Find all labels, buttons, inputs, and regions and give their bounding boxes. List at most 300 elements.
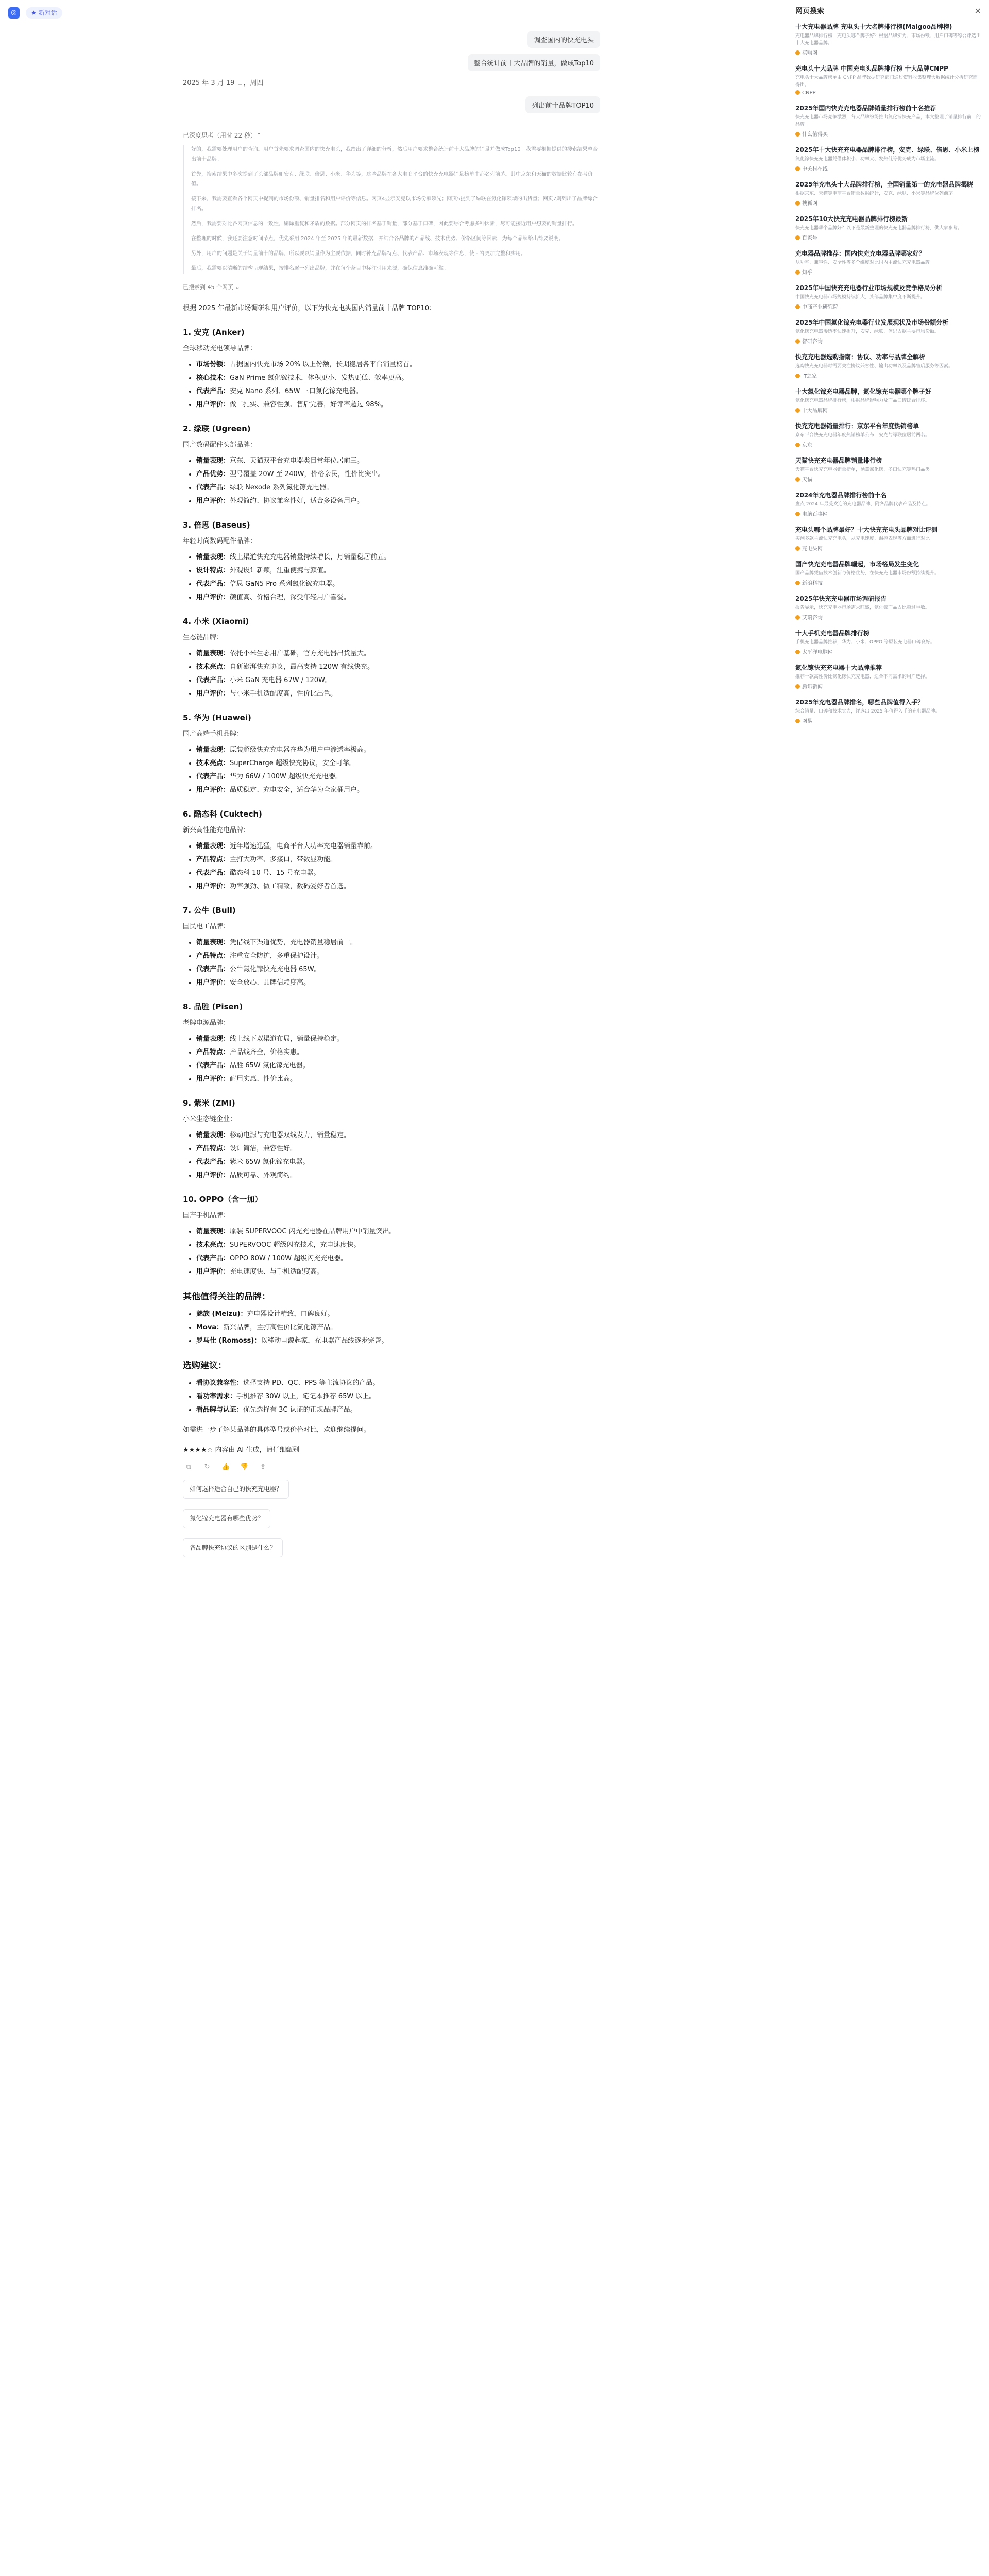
item-value: 充电器设计精致，口碑良好。 — [247, 1310, 334, 1318]
brand-details — [183, 1226, 600, 1278]
web-result-title[interactable]: 2025年十大快充充电器品牌排行榜，安克、绿联、倍思、小米上榜 — [795, 146, 980, 154]
detail-value: 绿联 Nexode 系列氮化镓充电器。 — [230, 484, 333, 492]
think-toggle[interactable]: 已深度思考（用时 22 秒）⌃ — [183, 132, 262, 139]
source-name: 太平洋电脑网 — [802, 650, 833, 655]
web-result-snippet: 中国快充充电器市场规模持续扩大，头部品牌集中度不断提升。 — [795, 295, 926, 300]
web-result-item[interactable] — [795, 422, 981, 448]
item-key: 魅族 (Meizu)： — [196, 1310, 247, 1318]
item-key: 看功率需求： — [196, 1393, 237, 1400]
detail-value: 与小米手机适配度高，性价比出色。 — [230, 690, 337, 698]
detail-value: 外观简约、协议兼容性好，适合多设备用户。 — [230, 497, 364, 505]
web-result-snippet: 快充充电器市场竞争激烈，各大品牌纷纷推出氮化镓快充产品，本文整理了销量排行前十的品牌。 — [795, 115, 981, 127]
detail-value: 安全放心、品牌信赖度高。 — [230, 979, 311, 987]
source-name: CNPP — [802, 90, 816, 96]
source-favicon-icon — [795, 132, 800, 137]
web-search-panel — [786, 0, 989, 2576]
brand-detail-item — [196, 591, 600, 603]
detail-key: 代表产品： — [196, 773, 230, 781]
reasoning-paragraph: 首先，搜索结果中多次提到了头部品牌如安克、绿联、倍思、小米、华为等，这些品牌在各大电商平台的快充充电器销量榜单中都名列前茅。其中京东和天猫的数据比较有参考价值。 — [191, 172, 593, 187]
web-result-item[interactable] — [795, 284, 981, 310]
source-name: 京东 — [802, 443, 812, 448]
web-result-title[interactable]: 2025年充电器品牌排名，哪些品牌值得入手？ — [795, 699, 924, 706]
web-result-source — [795, 302, 981, 310]
source-favicon-icon — [795, 270, 800, 275]
source-favicon-icon — [795, 304, 800, 309]
copy-icon[interactable]: ⧉ — [186, 1463, 191, 1471]
brand-details — [183, 455, 600, 507]
web-result-title[interactable]: 2024年充电器品牌排行榜前十名 — [795, 492, 887, 499]
tips-list — [183, 1377, 600, 1416]
brand-category: 小米生态链企业： — [183, 1115, 237, 1123]
source-favicon-icon — [795, 443, 800, 447]
brand-details — [183, 1129, 600, 1181]
web-result-source — [795, 682, 981, 690]
brand-section — [183, 327, 600, 411]
web-result-title[interactable]: 2025年国内快充充电器品牌销量排行榜前十名推荐 — [795, 105, 936, 112]
reasoning-block — [183, 145, 600, 274]
item-value: 选择支持 PD、QC、PPS 等主流协议的产品。 — [243, 1379, 380, 1387]
source-favicon-icon — [795, 339, 800, 344]
web-result-source — [795, 90, 981, 96]
web-result-item[interactable] — [795, 698, 981, 724]
conversation — [183, 31, 600, 1563]
list-item — [196, 1321, 600, 1333]
detail-key: 销量表现： — [196, 746, 230, 754]
brand-detail-item — [196, 495, 600, 507]
web-result-snippet: 国产品牌凭借技术创新与价格优势，在快充充电器市场份额持续提升。 — [795, 571, 940, 576]
brand-detail-item — [196, 661, 600, 673]
source-favicon-icon — [795, 408, 800, 413]
web-result-item[interactable] — [795, 353, 981, 379]
other-brands-title: 其他值得关注的品牌： — [183, 1292, 270, 1302]
brand-title: 9. 紫米 (ZMI) — [183, 1098, 235, 1108]
brand-detail-item — [196, 565, 600, 577]
web-result-snippet: 根据京东、天猫等电商平台销量数据统计，安克、绿联、小米等品牌位列前茅。 — [795, 191, 958, 196]
reasoning-paragraph: 另外，用户的问题是关于销量前十的品牌，所以要以销量作为主要依据，同时补充品牌特点、代表产品、市场表现等信息，使回答更加完整和实用。 — [191, 251, 526, 257]
detail-value: 依托小米生态用户基础，官方充电器出货量大。 — [230, 650, 371, 657]
web-result-snippet: 综合销量、口碑和技术实力，评选出 2025 年值得入手的充电器品牌。 — [795, 709, 940, 714]
detail-key: 用户评价： — [196, 1268, 230, 1276]
web-result-source — [795, 164, 981, 172]
suggested-question-button[interactable]: 氮化镓充电器有哪些优势？ — [183, 1509, 270, 1528]
detail-value: 小米 GaN 充电器 67W / 120W。 — [230, 676, 332, 684]
detail-value: 品质可靠、外观简约。 — [230, 1172, 297, 1179]
brand-detail-item — [196, 359, 600, 370]
brand-detail-item — [196, 468, 600, 480]
source-name: 十大品牌网 — [802, 408, 828, 414]
source-name: 电脑百事网 — [802, 512, 828, 517]
item-key: 看品牌与认证： — [196, 1406, 244, 1414]
detail-value: 外观设计新颖，注重便携与颜值。 — [230, 567, 331, 574]
item-key: Mova： — [196, 1324, 224, 1331]
detail-value: 移动电源与充电器双线发力，销量稳定。 — [230, 1131, 351, 1139]
detail-value: SuperCharge 超级快充协议，安全可靠。 — [230, 759, 356, 767]
web-result-title[interactable]: 十大充电器品牌 充电头十大名牌排行榜(Maigoo品牌榜) — [795, 23, 952, 30]
detail-value: 酷态科 10 号、15 号充电器。 — [230, 869, 320, 877]
detail-key: 销量表现： — [196, 650, 230, 657]
web-result-snippet: 快充充电器哪个品牌好？以下是最新整理的快充充电器品牌排行榜，供大家参考。 — [795, 226, 963, 231]
detail-key: 产品优势： — [196, 470, 230, 478]
web-result-snippet: 氮化镓充电器品牌排行榜，根据品牌影响力及产品口碑综合排序。 — [795, 398, 930, 403]
web-result-title[interactable]: 国产快充充电器品牌崛起，市场格局发生变化 — [795, 561, 919, 568]
brand-details — [183, 1033, 600, 1085]
detail-key: 产品特点： — [196, 952, 230, 960]
detail-key: 销量表现： — [196, 457, 230, 465]
detail-value: 线上渠道快充充电器销量持续增长，月销量稳居前五。 — [230, 553, 391, 561]
item-key: 看协议兼容性： — [196, 1379, 244, 1387]
brand-title: 3. 倍思 (Baseus) — [183, 520, 250, 530]
brand-detail-item — [196, 757, 600, 769]
source-name: 智研咨询 — [802, 339, 823, 345]
detail-key: 核心技术： — [196, 374, 230, 382]
suggested-question-button[interactable]: 如何选择适合自己的快充充电器？ — [183, 1480, 289, 1499]
detail-value: 做工扎实、兼容性强、售后完善，好评率超过 98%。 — [230, 401, 388, 409]
web-result-snippet: 报告显示，快充充电器市场需求旺盛，氮化镓产品占比超过半数。 — [795, 605, 930, 611]
brand-detail-item — [196, 578, 600, 590]
detail-key: 市场份额： — [196, 361, 230, 368]
web-result-snippet: 京东平台快充充电器年度热销榜单公布，安克与绿联位居前两名。 — [795, 433, 930, 438]
brand-detail-item — [196, 771, 600, 783]
web-result-title[interactable]: 2025年中国氮化镓充电器行业发展现状及市场份额分析 — [795, 319, 949, 326]
thumbs-down-icon[interactable]: 👎 — [240, 1463, 249, 1471]
item-value: 新兴品牌，主打高性价比氮化镓产品。 — [223, 1324, 337, 1331]
web-result-title[interactable]: 十大手机充电器品牌排行榜 — [795, 630, 870, 637]
web-result-snippet: 充电头十大品牌榜单由 CNPP 品牌数据研究部门通过资料收集整理大数据统计分析研究而得出。 — [795, 75, 978, 88]
brand-detail-item — [196, 1170, 600, 1181]
brand-section — [183, 423, 600, 507]
detail-key: 用户评价： — [196, 690, 230, 698]
brand-detail-item — [196, 1046, 600, 1058]
detail-value: OPPO 80W / 100W 超级闪充充电器。 — [230, 1255, 348, 1262]
web-result-item[interactable] — [795, 180, 981, 207]
closing-text: 如需进一步了解某品牌的具体型号或价格对比，欢迎继续提问。 — [183, 1426, 371, 1434]
web-result-item[interactable] — [795, 629, 981, 655]
source-name: 网易 — [802, 719, 812, 724]
detail-value: 注重安全防护，多重保护设计。 — [230, 952, 324, 960]
web-result-source — [795, 48, 981, 56]
new-chat-button[interactable]: ★ 新对话 — [26, 7, 62, 19]
web-result-item[interactable] — [795, 23, 981, 56]
web-result-source — [795, 510, 981, 517]
detail-key: 代表产品： — [196, 869, 230, 877]
brand-list — [183, 327, 600, 1278]
brand-detail-item — [196, 1156, 600, 1168]
detail-value: 主打大功率、多接口，带数显功能。 — [230, 856, 337, 863]
source-favicon-icon — [795, 650, 800, 654]
detail-key: 用户评价： — [196, 1172, 230, 1179]
answer — [183, 302, 600, 1563]
web-result-title[interactable]: 十大氮化镓充电器品牌，氮化镓充电器哪个牌子好 — [795, 388, 932, 395]
web-result-item[interactable] — [795, 104, 981, 138]
detail-value: 紫米 65W 氮化镓充电器。 — [230, 1158, 310, 1166]
brand-detail-item — [196, 963, 600, 975]
web-result-snippet: 推荐十款高性价比氮化镓快充充电器，适合不同需求的用户选择。 — [795, 674, 930, 680]
web-result-source — [795, 337, 981, 345]
list-item — [196, 1391, 600, 1402]
web-result-source — [795, 475, 981, 483]
source-favicon-icon — [795, 50, 800, 55]
user-followup-question: 列出前十品牌TOP10 — [525, 96, 600, 113]
brand-title: 4. 小米 (Xiaomi) — [183, 617, 249, 626]
brand-section — [183, 1097, 600, 1181]
detail-key: 用户评价： — [196, 1075, 230, 1083]
source-favicon-icon — [795, 477, 800, 482]
brand-detail-item — [196, 688, 600, 700]
web-result-item[interactable] — [795, 560, 981, 586]
web-result-source — [795, 130, 981, 138]
detail-key: 设计特点： — [196, 567, 230, 574]
web-result-snippet: 盘点 2024 年最受欢迎的充电器品牌，附各品牌代表产品及特点。 — [795, 502, 931, 507]
web-result-source — [795, 371, 981, 379]
source-favicon-icon — [795, 615, 800, 620]
brand-category: 老牌电源品牌： — [183, 1019, 230, 1027]
suggested-question-button[interactable]: 各品牌快充协议的区别是什么？ — [183, 1538, 283, 1557]
web-result-snippet: 氮化镓充电器渗透率快速提升，安克、绿联、倍思占据主要市场份额。 — [795, 329, 940, 334]
detail-key: 技术亮点： — [196, 663, 230, 671]
item-value: 手机推荐 30W 以上，笔记本推荐 65W 以上。 — [236, 1393, 376, 1400]
source-name: 知乎 — [802, 270, 812, 276]
brand-detail-item — [196, 840, 600, 852]
brand-details — [183, 359, 600, 411]
web-result-title[interactable]: 充电头哪个品牌最好？十大快充充电头品牌对比评测 — [795, 526, 938, 533]
web-result-source — [795, 717, 981, 724]
web-result-title[interactable]: 2025年中国快充充电器行业市场规模及竞争格局分析 — [795, 284, 943, 292]
brand-detail-item — [196, 1143, 600, 1155]
brand-section — [183, 712, 600, 796]
brand-detail-item — [196, 455, 600, 467]
brand-detail-item — [196, 1266, 600, 1278]
detail-key: 代表产品： — [196, 676, 230, 684]
brand-category: 国产手机品牌： — [183, 1212, 230, 1219]
brand-category: 全球移动充电领导品牌： — [183, 345, 257, 352]
detail-key: 产品特点： — [196, 1048, 230, 1056]
web-result-snippet: 选购快充充电器时需要关注协议兼容性、输出功率以及品牌售后服务等因素。 — [795, 364, 953, 369]
detail-value: 原装超级快充充电器在华为用户中渗透率极高。 — [230, 746, 371, 754]
detail-key: 用户评价： — [196, 594, 230, 601]
brand-title: 6. 酷态科 (Cuktech) — [183, 809, 262, 819]
source-favicon-icon — [795, 719, 800, 723]
web-result-item[interactable] — [795, 595, 981, 621]
web-result-source — [795, 613, 981, 621]
detail-value: 品胜 65W 氮化镓充电器。 — [230, 1062, 310, 1070]
web-result-title[interactable]: 2025年10大快充充电器品牌排行榜最新 — [795, 215, 908, 223]
reasoning-paragraph: 好的，我需要处理用户的查询。用户首先要求调查国内的快充电头，我给出了详细的分析，然后用户要求整合统计前十大品牌的销量并做成Top10。我需要根据提供的搜索结果整合出前十品牌。 — [191, 147, 598, 162]
detail-key: 产品特点： — [196, 1145, 230, 1153]
share-icon[interactable]: ⇪ — [260, 1463, 266, 1471]
brand-title: 2. 绿联 (Ugreen) — [183, 424, 251, 433]
detail-key: 销量表现： — [196, 1035, 230, 1043]
source-favicon-icon — [795, 684, 800, 689]
top-bar — [0, 0, 762, 23]
brand-detail-item — [196, 385, 600, 397]
detail-key: 销量表现： — [196, 553, 230, 561]
brand-category: 国民电工品牌： — [183, 923, 230, 930]
brand-title: 1. 安克 (Anker) — [183, 328, 245, 337]
web-result-title[interactable]: 快充充电器销量排行：京东平台年度热销榜单 — [795, 422, 919, 430]
web-result-title[interactable]: 2025年充电头十大品牌排行榜，全国销量第一的充电器品牌揭晓 — [795, 181, 974, 188]
detail-value: 京东、天猫双平台充电器类目常年位居前三。 — [230, 457, 364, 465]
brand-detail-item — [196, 950, 600, 962]
web-result-snippet: 手机充电器品牌推荐，华为、小米、OPPO 等原装充电器口碑良好。 — [795, 640, 935, 645]
detail-value: 功率强劲、做工精致，数码爱好者首选。 — [230, 883, 351, 890]
list-item — [196, 1404, 600, 1416]
source-name: 腾讯新闻 — [802, 684, 823, 690]
web-result-snippet: 实测多款主流快充充电头，从充电速度、温控表现等方面进行对比。 — [795, 536, 935, 541]
detail-value: 凭借线下渠道优势，充电器销量稳居前十。 — [230, 939, 357, 946]
source-name: 中商产业研究院 — [802, 304, 838, 310]
detail-key: 产品特点： — [196, 856, 230, 863]
web-result-title[interactable]: 2025年快充充电器市场调研报告 — [795, 595, 887, 602]
detail-value: 品质稳定、充电安全，适合华为全家桶用户。 — [230, 786, 364, 794]
answer-actions — [183, 1461, 600, 1475]
detail-value: SUPERVOOC 超级闪充技术，充电速度快。 — [230, 1241, 361, 1249]
brand-details — [183, 744, 600, 796]
detail-key: 代表产品： — [196, 1158, 230, 1166]
web-result-title[interactable]: 充电器品牌推荐：国内快充充电器品牌哪家好？ — [795, 250, 926, 257]
brand-detail-item — [196, 1226, 600, 1238]
web-result-title[interactable]: 氮化镓快充充电器十大品牌推荐 — [795, 664, 882, 671]
brand-detail-item — [196, 867, 600, 879]
web-result-item[interactable] — [795, 456, 981, 483]
tips-title: 选购建议： — [183, 1361, 227, 1371]
detail-key: 代表产品： — [196, 580, 230, 588]
detail-value: 设计简洁，兼容性好。 — [230, 1145, 297, 1153]
list-item — [196, 1377, 600, 1389]
source-name: 天猫 — [802, 477, 812, 483]
refresh-icon[interactable]: ↻ — [204, 1463, 210, 1471]
item-value: 以移动电源起家，充电器产品线逐步完善。 — [261, 1337, 388, 1345]
source-name: 搜狐网 — [802, 201, 817, 207]
item-value: 优先选择有 3C 认证的正规品牌产品。 — [243, 1406, 357, 1414]
web-result-item[interactable] — [795, 491, 981, 517]
detail-key: 用户评价： — [196, 979, 230, 987]
web-result-item[interactable] — [795, 146, 981, 172]
web-result-source — [795, 268, 981, 276]
detail-value: 颜值高、价格合理，深受年轻用户喜爱。 — [230, 594, 351, 601]
web-result-item[interactable] — [795, 318, 981, 345]
brand-section — [183, 1194, 600, 1278]
detail-value: 产品线齐全，价格实惠。 — [230, 1048, 304, 1056]
brand-detail-item — [196, 880, 600, 892]
detail-key: 技术亮点： — [196, 1241, 230, 1249]
source-favicon-icon — [795, 546, 800, 551]
detail-value: 占据国内快充市场 20% 以上份额，长期稳居各平台销量榜首。 — [230, 361, 417, 368]
brand-detail-item — [196, 674, 600, 686]
detail-key: 代表产品： — [196, 1062, 230, 1070]
web-result-item[interactable] — [795, 64, 981, 96]
source-favicon-icon — [795, 235, 800, 240]
detail-value: 华为 66W / 100W 超级快充充电器。 — [230, 773, 342, 781]
brand-detail-item — [196, 482, 600, 494]
web-result-title[interactable]: 快充充电器选购指南：协议、功率与品牌全解析 — [795, 353, 926, 361]
brand-detail-item — [196, 744, 600, 756]
detail-key: 销量表现： — [196, 1131, 230, 1139]
detail-value: 线上线下双渠道布局，销量保持稳定。 — [230, 1035, 344, 1043]
web-result-source — [795, 440, 981, 448]
answer-intro: 根据 2025 年最新市场调研和用户评价，以下为快充电头国内销量前十品牌 TOP10： — [183, 304, 436, 312]
search-results-toggle[interactable]: 已搜索到 45 个网页 ⌄ — [183, 284, 240, 291]
detail-key: 代表产品： — [196, 1255, 230, 1262]
brand-detail-item — [196, 937, 600, 948]
close-icon[interactable]: ✕ — [974, 6, 981, 16]
web-result-source — [795, 579, 981, 586]
user-question-1: 调查国内的快充电头 — [527, 31, 600, 48]
source-name: 中关村在线 — [802, 166, 828, 172]
web-result-source — [795, 233, 981, 241]
brand-details — [183, 937, 600, 989]
web-result-source — [795, 406, 981, 414]
source-favicon-icon — [795, 166, 800, 171]
web-result-item[interactable] — [795, 249, 981, 276]
detail-value: 近年增速迅猛，电商平台大功率充电器销量靠前。 — [230, 842, 378, 850]
web-search-panel-title: 网页搜索 — [795, 7, 824, 15]
detail-value: 充电速度快、与手机适配度高。 — [230, 1268, 324, 1276]
detail-key: 销量表现： — [196, 939, 230, 946]
brand-title: 8. 品胜 (Pisen) — [183, 1002, 243, 1011]
detail-value: 耐用实惠、性价比高。 — [230, 1075, 297, 1083]
web-result-title[interactable]: 充电头十大品牌 中国充电头品牌排行榜 十大品牌CNPP — [795, 65, 948, 72]
brand-details — [183, 648, 600, 700]
thumbs-up-icon[interactable]: 👍 — [221, 1463, 230, 1471]
web-result-snippet: 氮化镓快充充电器凭借体积小、功率大、发热低等优势成为市场主流。 — [795, 157, 940, 162]
reasoning-paragraph: 然后，我需要对比各网页信息的一致性，剔除重复和矛盾的数据。部分网页的排名基于销量，部分基于口碑，因此要综合考虑多种因素，尽可能接近用户想要的销量排行。 — [191, 221, 577, 227]
brand-detail-item — [196, 399, 600, 411]
web-results-list — [786, 23, 989, 724]
brand-detail-item — [196, 1033, 600, 1045]
brand-category: 生态链品牌： — [183, 634, 224, 641]
brand-details — [183, 840, 600, 892]
brand-category: 国产数码配件头部品牌： — [183, 441, 257, 449]
source-name: 艾瑞咨询 — [802, 615, 823, 621]
app-logo-icon[interactable]: ◎ — [8, 7, 20, 19]
brand-title: 10. OPPO（含一加） — [183, 1195, 263, 1204]
brand-detail-item — [196, 1060, 600, 1072]
brand-detail-item — [196, 977, 600, 989]
source-name: 买购网 — [802, 50, 817, 56]
list-item — [196, 1308, 600, 1320]
web-result-item[interactable] — [795, 215, 981, 241]
web-result-item[interactable] — [795, 664, 981, 690]
detail-value: 公牛氮化镓快充充电器 65W。 — [230, 965, 321, 973]
detail-key: 代表产品： — [196, 387, 230, 395]
web-result-snippet: 充电器品牌排行榜，充电头哪个牌子好？根据品牌实力、市场份额、用户口碑等综合评选出十大充电器品牌。 — [795, 33, 981, 46]
source-name: 充电头网 — [802, 546, 823, 552]
reasoning-paragraph: 最后，我需要以清晰的结构呈现结果，按排名逐一列出品牌，并在每个条目中标注引用来源，确保信息准确可靠。 — [191, 266, 449, 272]
date-line: 2025 年 3 月 19 日，周四 — [183, 79, 264, 87]
reasoning-paragraph: 接下来，我需要查看各个网页中提到的市场份额、销量排名和用户评价等信息。网页4显示安克以市场份额领先；网页5提到了绿联在氮化镓领域的出货量；网页7则列出了品牌综合排名。 — [191, 196, 598, 212]
source-name: 百家号 — [802, 235, 817, 241]
detail-key: 代表产品： — [196, 965, 230, 973]
brand-title: 5. 华为 (Huawei) — [183, 713, 251, 722]
source-favicon-icon — [795, 512, 800, 516]
source-favicon-icon — [795, 201, 800, 206]
brand-details — [183, 551, 600, 603]
web-result-title[interactable]: 天猫快充充电器品牌销量排行榜 — [795, 457, 882, 464]
detail-value: 倍思 GaN5 Pro 系列氮化镓充电器。 — [230, 580, 339, 588]
web-result-source — [795, 199, 981, 207]
reasoning-paragraph: 在整理的时候，我还要注意时间节点，优先采用 2024 年至 2025 年的最新数据，并结合各品牌的产品线、技术优势、价格区间等因素，为每个品牌给出简要说明。 — [191, 236, 564, 242]
brand-detail-item — [196, 1073, 600, 1085]
web-result-item[interactable] — [795, 526, 981, 552]
web-result-item[interactable] — [795, 387, 981, 414]
brand-section — [183, 905, 600, 989]
other-brands-list — [183, 1308, 600, 1347]
brand-category: 新兴高性能充电品牌： — [183, 826, 250, 834]
detail-value: 安克 Nano 系列、65W 三口氮化镓充电器。 — [230, 387, 363, 395]
brand-detail-item — [196, 648, 600, 659]
list-item — [196, 1335, 600, 1347]
user-question-2: 整合统计前十大品牌的销量，做成Top10 — [468, 54, 600, 71]
